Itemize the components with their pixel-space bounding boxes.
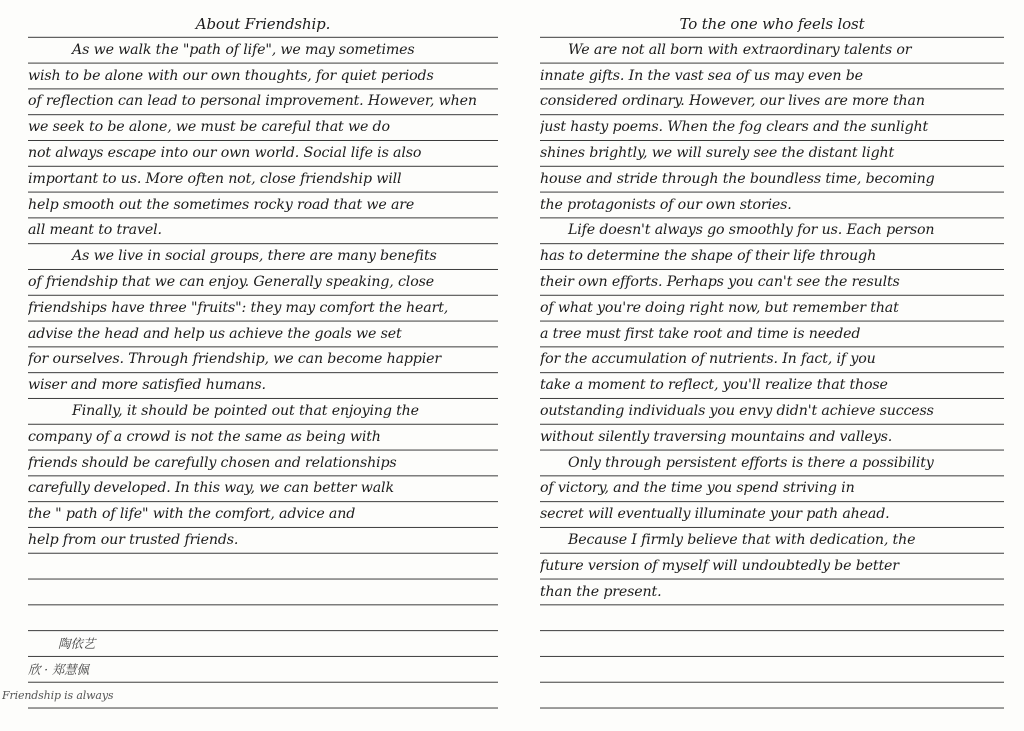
text-line: has to determine the shape of their life through bbox=[540, 248, 877, 265]
text-line: wish to be alone with our own thoughts, for quiet periods bbox=[28, 67, 434, 84]
text-line: carefully developed. In this way, we can better walk bbox=[28, 480, 394, 497]
left-page-title: About Friendship. bbox=[195, 15, 331, 33]
text-line: house and stride through the boundless time, becoming bbox=[540, 170, 935, 187]
text-line: a tree must first take root and time is needed bbox=[540, 325, 861, 342]
blank-line bbox=[28, 554, 498, 580]
text-line: than the present. bbox=[540, 583, 662, 600]
text-line: help from our trusted friends. bbox=[28, 531, 239, 548]
text-line: As we walk the "path of life", we may sometimes bbox=[72, 41, 415, 58]
text-line: of victory, and the time you spend striving in bbox=[540, 480, 855, 497]
text-line: wiser and more satisfied humans. bbox=[28, 377, 266, 394]
text-line: without silently traversing mountains and valleys. bbox=[540, 428, 893, 445]
margin-note: 陶依艺 bbox=[58, 636, 96, 652]
text-line: the " path of life" with the comfort, advice and bbox=[28, 506, 356, 523]
right-page-title: To the one who feels lost bbox=[679, 15, 865, 33]
text-line: advise the head and help us achieve the goals we set bbox=[28, 325, 402, 342]
text-line: We are not all born with extraordinary talents or bbox=[568, 41, 912, 58]
text-line: Life doesn't always go smoothly for us. Each person bbox=[568, 222, 935, 239]
text-line: Only through persistent efforts is there a possibility bbox=[568, 454, 934, 471]
text-line: for ourselves. Through friendship, we can become happier bbox=[28, 351, 442, 368]
text-line: friends should be carefully chosen and relationships bbox=[28, 454, 397, 471]
text-line: we seek to be alone, we must be careful that we do bbox=[28, 119, 390, 136]
text-line: all meant to travel. bbox=[28, 222, 162, 239]
text-line: for the accumulation of nutrients. In fact, if you bbox=[540, 351, 876, 368]
text-line: secret will eventually illuminate your path ahead. bbox=[540, 506, 890, 523]
text-line: important to us. More often not, close friendship will bbox=[28, 170, 402, 187]
right-page bbox=[540, 12, 1004, 722]
text-line: their own efforts. Perhaps you can't see the results bbox=[540, 273, 900, 290]
text-line: of friendship that we can enjoy. Generally speaking, close bbox=[28, 273, 434, 290]
text-line: As we live in social groups, there are many benefits bbox=[72, 248, 437, 265]
text-line: Finally, it should be pointed out that enjoying the bbox=[72, 402, 419, 419]
text-line: future version of myself will undoubtedly be better bbox=[540, 557, 899, 574]
text-line: not always escape into our own world. Social life is also bbox=[28, 144, 422, 161]
text-line: just hasty poems. When the fog clears and the sunlight bbox=[540, 119, 929, 136]
text-line: outstanding individuals you envy didn't achieve success bbox=[540, 402, 934, 419]
margin-note: Friendship is always bbox=[2, 688, 114, 702]
text-line: help smooth out the sometimes rocky road that we are bbox=[28, 196, 415, 213]
text-line: Because I firmly believe that with dedication, the bbox=[568, 531, 916, 548]
text-line: innate gifts. In the vast sea of us may even be bbox=[540, 67, 863, 84]
text-line: of what you're doing right now, but remember that bbox=[540, 299, 899, 316]
text-line: friendships have three "fruits": they may comfort the heart, bbox=[28, 299, 449, 316]
text-line: the protagonists of our own stories. bbox=[540, 196, 792, 213]
text-line: company of a crowd is not the same as being with bbox=[28, 428, 381, 445]
blank-line bbox=[28, 580, 498, 606]
text-line: take a moment to reflect, you'll realize that those bbox=[540, 377, 888, 394]
text-line: considered ordinary. However, our lives are more than bbox=[540, 93, 925, 110]
text-line: shines brightly, we will surely see the distant light bbox=[540, 144, 895, 161]
text-line: of reflection can lead to personal improvement. However, when bbox=[28, 93, 477, 110]
margin-note: 欣 · 郑慧佩 bbox=[28, 661, 89, 677]
left-page bbox=[2, 12, 498, 722]
blank-line bbox=[28, 605, 498, 631]
